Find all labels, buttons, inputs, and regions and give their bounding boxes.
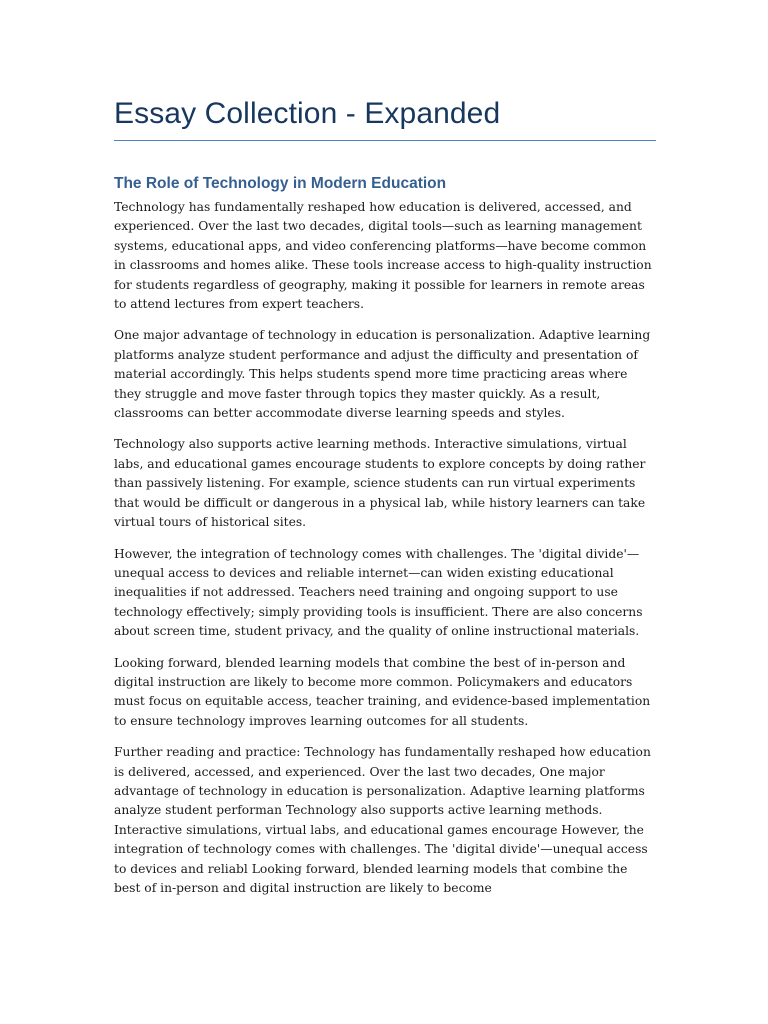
paragraph-intro: Technology has fundamentally reshaped how education is delivered, accessed, and experienced. Over the last two decades, digital tools—such as learning management systems, educational apps, and video conferencing platforms—have become common in classrooms and homes alike. These tools increase access to high-quality instruction for students regardless of geography, making it possible for learners in remote areas to attend lectures from expert teachers. — [114, 200, 652, 312]
section-heading: The Role of Technology in Modern Education — [114, 175, 447, 192]
paragraph-challenges: However, the integration of technology comes with challenges. The 'digital divide'—unequal access to devices and reliable internet—can widen existing educational inequalities if not addressed. Teachers need training and ongoing support to use technology effectively; simply providing tools is insufficient. There are also concerns about screen time, student privacy, and the quality of online instructional materials. — [114, 546, 643, 639]
paragraph-looking-forward: Looking forward, blended learning models that combine the best of in-person and digital instruction are likely to become more common. Policymakers and educators must focus on equitable access, teacher training, and evidence-based implementation to ensure technology improves learning outcomes for all students. — [114, 655, 651, 728]
document-page — [114, 94, 656, 910]
paragraph-further-reading: Further reading and practice: Technology has fundamentally reshaped how education is delivered, accessed, and experienced. Over the last two decades, One major advantage of technology in education is personalization. Adaptive learning platforms analyze student performan Technology also supports active learning methods. Interactive simulations, virtual labs, and educational games encourage However, the integration of technology comes with challenges. The 'digital divide'—unequal access to devices and reliabl Looking forward, blended learning models that combine the best of in-person and digital instruction are likely to become — [114, 745, 651, 895]
document-title: Essay Collection - Expanded — [114, 97, 501, 130]
title-underline-rule — [114, 140, 656, 141]
paragraph-active-learning: Technology also supports active learning methods. Interactive simulations, virtual labs, and educational games encourage students to explore concepts by doing rather than passively listening. For example, science students can run virtual experiments that would be difficult or dangerous in a physical lab, while history learners can take virtual tours of historical sites. — [114, 437, 646, 530]
paragraph-personalization: One major advantage of technology in education is personalization. Adaptive learning platforms analyze student performance and adjust the difficulty and presentation of material accordingly. This helps students spend more time practicing areas where they struggle and move faster through topics they master quickly. As a result, classrooms can better accommodate diverse learning speeds and styles. — [114, 328, 651, 421]
